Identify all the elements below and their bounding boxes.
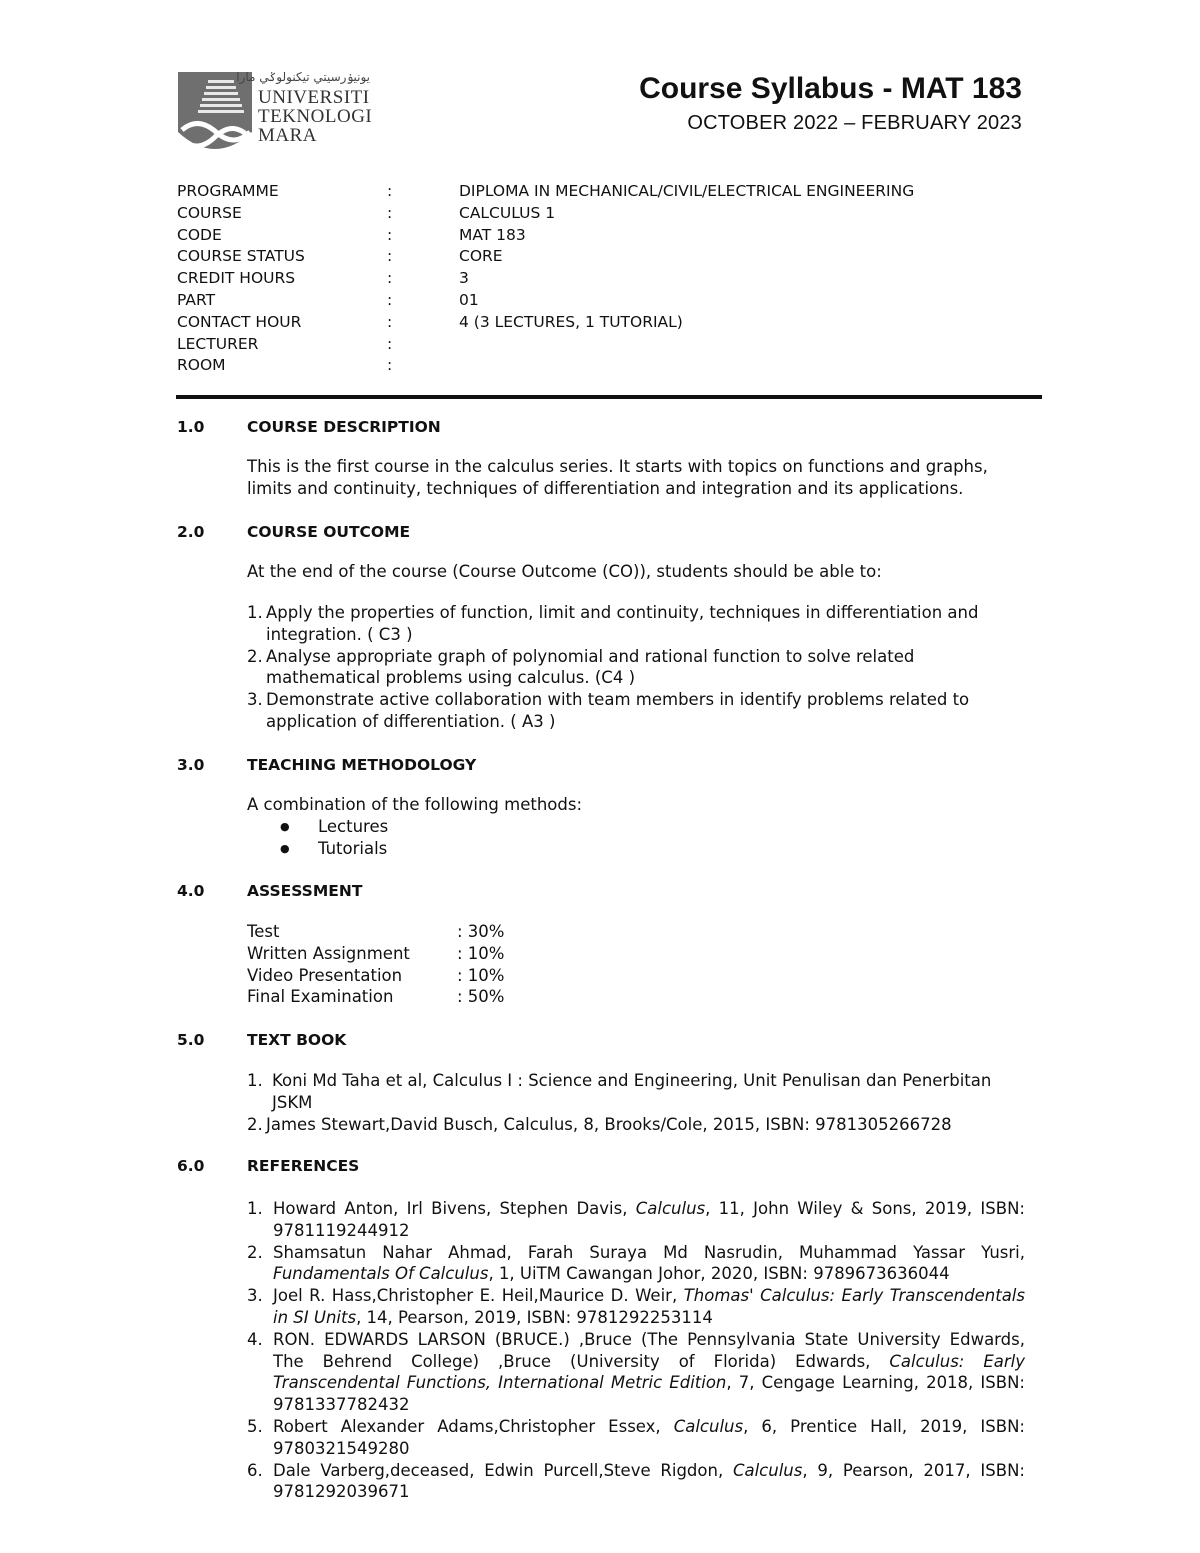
course-description-text: This is the first course in the calculus series. It starts with topics on functions and graphs, limits and continuity, techniques of differentiation and integration and its applications.: [247, 457, 988, 498]
item-number: 6.: [247, 1460, 263, 1480]
section-title-assessment: ASSESSMENT: [247, 882, 363, 900]
assessment-label: Video Presentation: [247, 965, 403, 985]
logo-wordmark: [258, 88, 372, 145]
item-number: 1.: [247, 1071, 263, 1090]
course-outcome-list: [247, 602, 1027, 733]
list-item: [247, 689, 1027, 733]
list-item: [247, 1416, 1025, 1460]
item-text: Koni Md Taha et al, Calculus I : Science and Engineering, Unit Penulisan dan Penerbitan JSKM: [272, 1071, 992, 1112]
item-number: 3.: [247, 690, 263, 710]
list-item: [247, 1285, 1025, 1329]
assessment-value: : 10%: [457, 943, 505, 963]
bullet-icon: ●: [280, 841, 290, 855]
section-title-references: REFERENCES: [247, 1157, 360, 1175]
ref-details: , 9, Pearson, 2017, ISBN: 9781292039671: [273, 1460, 1025, 1502]
info-colon: :: [387, 225, 393, 244]
info-label: PART: [177, 290, 216, 309]
info-value: CALCULUS 1: [459, 203, 556, 222]
logo-line-3: MARA: [258, 125, 318, 146]
info-colon: :: [387, 356, 393, 375]
section-title-text-book: TEXT BOOK: [247, 1031, 347, 1049]
course-outcome-intro: At the end of the course (Course Outcome (CO)), students should be able to:: [247, 562, 882, 581]
list-item: [247, 646, 1027, 690]
list-item: [247, 1070, 1027, 1114]
section-title-teaching-methodology: TEACHING METHODOLOGY: [247, 756, 477, 774]
info-label: CODE: [177, 225, 222, 244]
section-title-course-outcome: COURSE OUTCOME: [247, 523, 411, 541]
item-text: Tutorials: [318, 838, 388, 858]
assessment-label: Written Assignment: [247, 943, 410, 963]
ref-title: Calculus: [635, 1199, 706, 1218]
teaching-methods-list: [280, 816, 388, 860]
list-item: [247, 1460, 1025, 1504]
item-text: Lectures: [318, 817, 389, 836]
list-item: [247, 1114, 1027, 1136]
section-number: 2.0: [177, 523, 205, 541]
info-value: CORE: [459, 247, 503, 266]
item-number: 2.: [247, 646, 263, 666]
list-item: [280, 816, 388, 838]
list-item: [247, 1198, 1025, 1242]
section-title-course-description: COURSE DESCRIPTION: [247, 418, 441, 436]
ref-authors: Shamsatun Nahar Ahmad, Farah Suraya Md Nasrudin, Muhammad Yassar Yusri,: [273, 1242, 1025, 1262]
ref-authors: RON. EDWARDS LARSON (BRUCE.) ,Bruce (The Pennsylvania State University Edwards, The Behrend College) ,Bruce (University of Florida) Edwards,: [273, 1329, 1025, 1371]
info-value: 01: [459, 290, 479, 309]
info-label: CREDIT HOURS: [177, 269, 296, 288]
info-colon: :: [387, 290, 393, 309]
info-label: ROOM: [177, 356, 226, 375]
item-text: Analyse appropriate graph of polynomial and rational function to solve related mathematical problems using calculus. (C4 ): [266, 646, 915, 688]
info-colon: :: [387, 247, 393, 266]
info-label: CONTACT HOUR: [177, 312, 302, 331]
info-value: MAT 183: [459, 225, 526, 244]
ref-authors: Joel R. Hass,Christopher E. Heil,Maurice D. Weir,: [273, 1286, 684, 1306]
ref-details: , 14, Pearson, 2019, ISBN: 9781292253114: [356, 1307, 713, 1327]
info-label: COURSE: [177, 203, 242, 222]
info-label: COURSE STATUS: [177, 247, 305, 266]
info-label: LECTURER: [177, 334, 259, 353]
assessment-label: Final Examination: [247, 987, 394, 1007]
header-divider: [176, 395, 1042, 399]
assessment-value: : 50%: [457, 987, 505, 1007]
assessment-value: : 10%: [457, 965, 505, 985]
ref-details: , 11, John Wiley & Sons, 2019, ISBN: 9781119244912: [273, 1199, 1025, 1240]
item-number: 2.: [247, 1242, 263, 1262]
list-item: [247, 1329, 1025, 1416]
ref-authors: Howard Anton, Irl Bivens, Stephen Davis,: [273, 1199, 636, 1218]
logo-jawi-text: يونيۏرسيتي تيكنولوݢي مارا: [236, 70, 370, 84]
logo-line-2: TEKNOLOGI: [258, 106, 373, 127]
assessment-label: Test: [247, 922, 280, 941]
section-number: 1.0: [177, 418, 205, 436]
ref-details: , 6, Prentice Hall, 2019, ISBN: 9780321549280: [273, 1416, 1025, 1458]
page-subtitle: OCTOBER 2022 – FEBRUARY 2023: [687, 112, 1022, 134]
section-number: 6.0: [177, 1157, 205, 1175]
info-colon: :: [387, 334, 393, 353]
teaching-methodology-intro: A combination of the following methods:: [247, 795, 583, 814]
info-colon: :: [387, 182, 393, 200]
ref-details: , 1, UiTM Cawangan Johor, 2020, ISBN: 9789673636044: [488, 1264, 950, 1284]
item-number: 3.: [247, 1286, 263, 1306]
info-colon: :: [387, 203, 393, 222]
ref-authors: Robert Alexander Adams,Christopher Essex,: [273, 1416, 674, 1436]
info-colon: :: [387, 312, 393, 331]
ref-authors: Dale Varberg,deceased, Edwin Purcell,Steve Rigdon,: [273, 1460, 733, 1480]
assessment-value: : 30%: [457, 922, 505, 941]
item-text: Demonstrate active collaboration with team members in identify problems related to application of differentiation. ( A3 ): [266, 690, 970, 731]
info-colon: :: [387, 269, 393, 288]
references-list: [247, 1198, 1025, 1503]
item-text: Apply the properties of function, limit and continuity, techniques in differentiation and integration. ( C3 ): [266, 603, 979, 644]
info-value: 3: [459, 269, 469, 288]
item-number: 1.: [247, 1199, 263, 1218]
info-label: PROGRAMME: [177, 182, 279, 200]
item-number: 5.: [247, 1416, 263, 1436]
info-value: 4 (3 LECTURES, 1 TUTORIAL): [459, 312, 683, 331]
ref-title: Calculus: [732, 1460, 803, 1480]
ref-details: , 7, Cengage Learning, 2018, ISBN: 9781337782432: [273, 1373, 1025, 1415]
list-item: [247, 1242, 1025, 1286]
text-book-list: [247, 1070, 1027, 1135]
section-number: 3.0: [177, 756, 205, 774]
item-number: 2.: [247, 1114, 263, 1134]
bullet-icon: ●: [280, 820, 290, 833]
page-title: Course Syllabus - MAT 183: [639, 72, 1022, 105]
section-number: 5.0: [177, 1031, 205, 1049]
ref-title: Fundamentals Of Calculus: [273, 1264, 489, 1284]
item-text: James Stewart,David Busch, Calculus, 8, Brooks/Cole, 2015, ISBN: 9781305266728: [266, 1114, 952, 1134]
university-logo: [176, 70, 391, 158]
item-number: 4.: [247, 1329, 263, 1349]
ref-title: Calculus: Early Transcendental Functions, International Metric Edition: [273, 1351, 1025, 1393]
list-item: [247, 602, 1027, 646]
list-item: [280, 838, 388, 860]
ref-title: Calculus: [673, 1416, 744, 1436]
section-number: 4.0: [177, 882, 205, 900]
logo-line-1: UNIVERSITI: [258, 87, 370, 108]
info-value: DIPLOMA IN MECHANICAL/CIVIL/ELECTRICAL ENGINEERING: [459, 182, 915, 200]
ref-title: Thomas' Calculus: Early Transcendentals in SI Units: [273, 1286, 1025, 1327]
item-number: 1.: [247, 603, 263, 622]
